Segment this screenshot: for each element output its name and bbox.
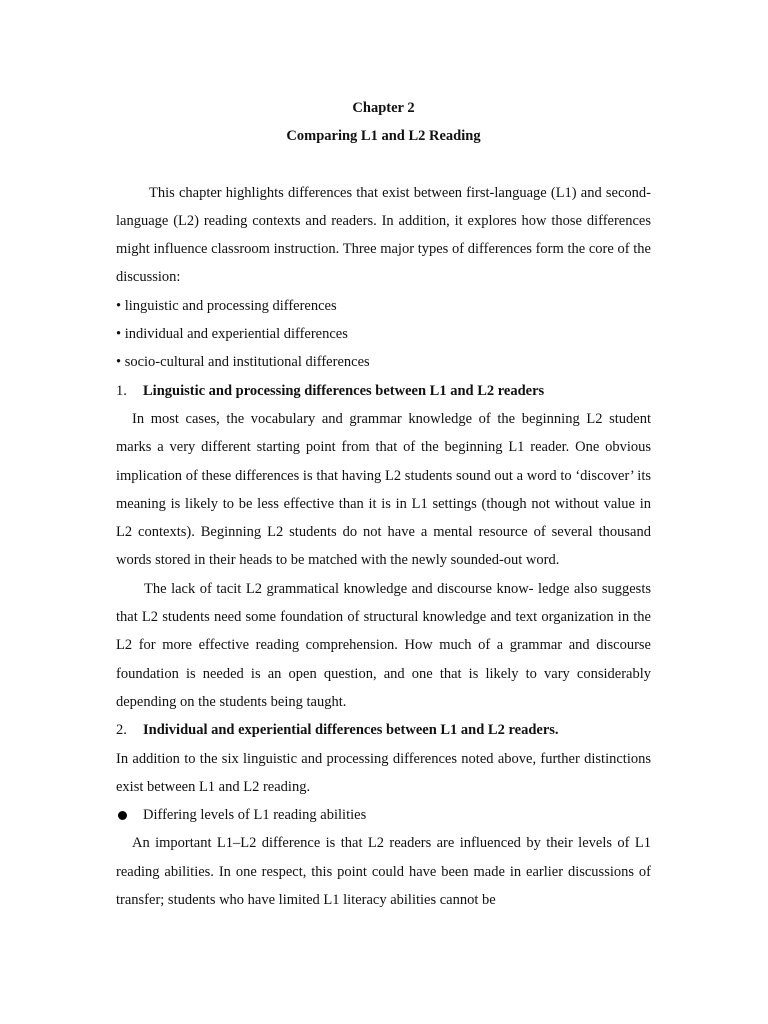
section-1-paragraph-1: In most cases, the vocabulary and grammar knowledge of the beginning L2 student marks a very different starting point from that of the beginning L1 reader. One obvious implication of these differences is that having L2 students sound out a word to ‘discover’ its meaning is likely to be less effective than it is in L1 settings (though not without value in L2 contexts). Beginning L2 students do not have a mental resource of several thousand words stored in their heads to be matched with the newly sounded-out word. (116, 410, 651, 569)
intro-bullet-3: • socio-cultural and institutional differences (116, 354, 370, 371)
section-1-number: 1. (116, 382, 127, 399)
section-1-title: Linguistic and processing differences between L1 and L2 readers (143, 382, 545, 399)
section-2-number: 2. (116, 722, 127, 739)
section-2-bullet-text: Differing levels of L1 reading abilities (143, 807, 367, 824)
section-2-intro: In addition to the six linguistic and processing differences noted above, further distinctions exist between L1 and L2 reading. (116, 750, 651, 795)
section-2-heading (116, 716, 651, 744)
section-1-paragraph-2: The lack of tacit L2 grammatical knowledge and discourse know- ledge also suggests that L2 students need some foundation of structural knowledge and text organization in the L2 for more effective reading comprehension. How much of a grammar and discourse foundation is needed is an open question, and one that is likely to vary considerably depending on the students being taught. (116, 580, 651, 710)
section-2-title: Individual and experiential differences between L1 and L2 readers. (143, 722, 559, 739)
intro-paragraph: This chapter highlights differences that exist between first-language (L1) and second-language (L2) reading contexts and readers. In addition, it explores how those differences might influence classroom instruction. Three major types of differences form the core of the discussion: (116, 184, 651, 286)
section-1-heading (116, 377, 651, 405)
bullet-dot-icon (118, 811, 127, 820)
chapter-title: Comparing L1 and L2 Reading (286, 128, 481, 145)
intro-bullet-1: • linguistic and processing differences (116, 297, 337, 314)
intro-bullet-2: • individual and experiential differences (116, 326, 348, 343)
document-page (116, 94, 651, 914)
section-2-bullet (116, 801, 651, 829)
chapter-label: Chapter 2 (352, 100, 415, 116)
section-2-paragraph: An important L1–L2 difference is that L2 readers are influenced by their levels of L1 reading abilities. In one respect, this point could have been made in earlier discussions of transfer; students who have limited L1 literacy abilities cannot be (116, 835, 651, 909)
